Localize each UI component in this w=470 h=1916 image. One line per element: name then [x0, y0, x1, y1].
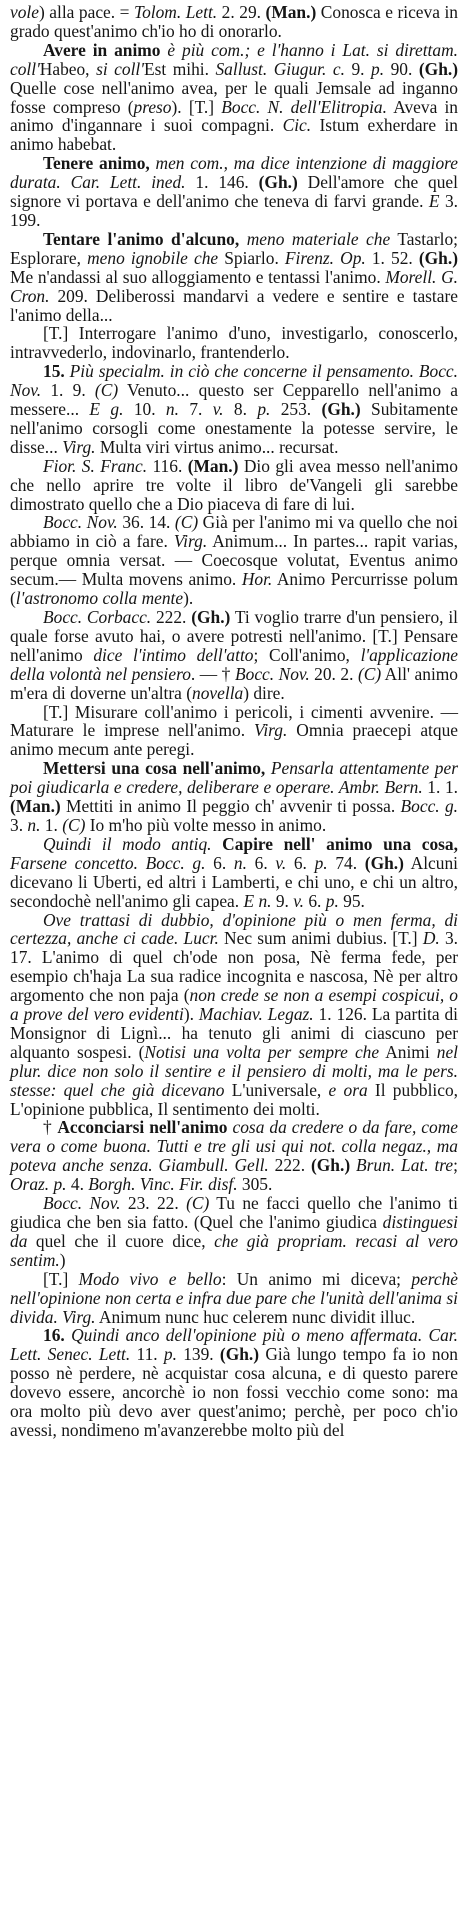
text-run: 20. 2. — [309, 663, 358, 684]
text-run: Tu ne facci quello che l'animo ti giudica che ben sia fatto. (Quel che l'animo giudica — [10, 1193, 458, 1232]
text-run: 10. — [123, 399, 166, 420]
italic-run: Fior. S. Franc. — [43, 455, 148, 476]
text-run: 3. 17. L'animo di quel ch'ode non posa, Nè ferma fede, per esempio ch'haja La sua radice incognita e nascosa, Nè per altro argomento che non paja ( — [10, 928, 459, 1006]
italic-run: n. — [165, 399, 179, 420]
italic-run: (C) — [357, 663, 382, 684]
text-run: Alcuni dicevano li Uberti, ed altri i Lamberti, e chi uno, e chi un altro, secondochè nell'animo gli capea. — [10, 852, 458, 911]
italic-run: n. — [27, 814, 41, 835]
text-run: quel che il cuore dice, — [27, 1230, 215, 1251]
bold-run: (Gh.) — [258, 172, 298, 193]
italic-run: E g. — [89, 399, 124, 420]
text-run: 74. — [327, 852, 365, 873]
italic-run: v. — [275, 852, 287, 873]
entry-paragraph-p06 — [10, 362, 458, 457]
bold-run: Tentare l'animo d'alcuno, — [43, 228, 240, 249]
text-run — [239, 229, 247, 249]
text-run: Animum... In partes... rapit varias, perque omnia versat. — Coecosque volutat, Eventus animo secum.— Multa movens animo. — [10, 531, 458, 590]
italic-run: Hor. — [241, 569, 273, 590]
bold-run: 16. — [43, 1325, 65, 1346]
italic-run: Quindi il modo antiq. — [43, 833, 212, 854]
text-run: [T.] Interrogare l'animo d'uno, investigarlo, conoscerlo, intravvederlo, indovinarlo, frantenderlo. — [10, 323, 458, 363]
bold-run: (Gh.) — [321, 399, 361, 420]
text-run: ; Coll'animo, — [253, 644, 361, 665]
italic-run: meno ignobile che — [87, 247, 219, 268]
text-run: ) dire. — [243, 682, 285, 703]
text-run: 11. — [130, 1344, 164, 1365]
bold-run: (Gh.) — [364, 852, 404, 873]
text-run: 209. Deliberossi mandarvi a vedere e sentire e tastare l'animo della... — [10, 285, 458, 325]
bold-run: (Gh.) — [191, 607, 231, 627]
text-run: 1. 146. — [185, 172, 259, 193]
bold-run: (Gh.) — [219, 1344, 260, 1365]
text-run: Istum exherdare in animo habebat. — [10, 115, 458, 155]
italic-run: Cic. — [282, 115, 312, 136]
italic-run: Machiav. Legaz. — [198, 1004, 314, 1025]
italic-run: è più com.; e l'hanno i Lat. si direttam. coll' — [10, 39, 458, 79]
italic-run: Oraz. p. — [10, 1174, 67, 1195]
italic-run: p. — [371, 58, 385, 79]
text-run: Quelle cose nell'animo avea, per le quali Jemsale ad inganno fosse compreso ( — [10, 77, 458, 117]
text-run: 1. 1. — [422, 777, 458, 798]
text-run: Mettiti in animo Il peggio ch' avvenir ti possa. — [60, 796, 401, 817]
text-run: Ti voglio trarre d'un pensiero, il quale forse avuto hai, o avere potresti nell'animo. [T.] Pensare nell'animo — [10, 607, 458, 665]
text-run: 90. — [384, 58, 419, 79]
text-run: 9. — [271, 890, 294, 911]
italic-run: (C) — [94, 380, 119, 401]
italic-run: p. — [314, 852, 328, 873]
text-run: Spiarlo. — [218, 247, 285, 268]
italic-run: cosa da credere o da fare, come vera o come buona. Tutti e tre gli usi qui not. colla negaz., ma poteva anche senza. Giambull. Gell. — [10, 1117, 459, 1176]
italic-run: nel plur. dice non solo il sentire e il pensiero di molti, ma le pers. stesse: quel che già dicevano — [10, 1041, 458, 1100]
italic-run: l'astronomo colla mente — [15, 588, 184, 609]
text-run: Nec sum animi dubius. [T.] — [218, 928, 423, 949]
italic-run: p. — [325, 890, 339, 911]
bold-run: (Man.) — [265, 2, 317, 22]
text-run: 6. — [205, 852, 234, 873]
entry-paragraph-p11 — [10, 759, 458, 835]
italic-run: vole — [10, 2, 39, 22]
italic-run: Bocc. Corbacc. — [43, 607, 152, 627]
bold-run: Avere in animo — [43, 39, 161, 60]
text-run: Me n'andassi al suo alloggiamento e tentassi l'animo. — [10, 266, 386, 287]
text-run: Multa viri virtus animo... recursat. — [95, 436, 339, 457]
italic-run: Bocc. g. — [400, 796, 458, 817]
italic-run: (C) — [62, 814, 86, 835]
text-run: Tastarlo; Esplorare, — [10, 228, 458, 268]
text-run: 1. 126. La partita di Monsignor di Lignì... ha tenuto gli animi di ciascuno per alquanto sospesi. ( — [10, 1004, 458, 1062]
text-run: 253. — [270, 399, 322, 420]
text-run — [212, 834, 223, 854]
text-run: 6. — [246, 852, 276, 873]
text-run: ) — [59, 1249, 66, 1270]
italic-run: dice l'intimo dell'atto — [93, 644, 254, 665]
italic-run: Bocc. Nov. — [235, 663, 310, 684]
text-run: ). — [183, 1004, 199, 1025]
italic-run: v. — [212, 399, 224, 420]
italic-run: Virg. — [254, 720, 288, 741]
bold-run: (Gh.) — [418, 247, 458, 268]
text-run: Venuto... questo ser Cepparello nell'animo a messere... — [10, 380, 458, 420]
entry-paragraph-p15 — [10, 1194, 458, 1270]
italic-run: Borgh. Vinc. Fir. disf. — [88, 1174, 238, 1195]
entry-paragraph-p03 — [10, 154, 458, 230]
italic-run: preso — [133, 96, 172, 117]
entry-paragraph-p08 — [10, 513, 458, 608]
text-run: 95. — [338, 890, 365, 911]
text-run: Già per l'animo mi va quello che noi abbiamo in ciò a fare. — [10, 512, 458, 552]
italic-run: meno materiale che — [246, 228, 391, 249]
italic-run: E n. — [243, 890, 272, 911]
text-run: Animi — [379, 1041, 437, 1062]
entry-paragraph-p17 — [10, 1326, 458, 1439]
text-run: Dio gli avea messo nell'animo che nello aprire tre volte il libro de'Vangeli gli sarebbe dimostrato quello che a Dio piaceva di fare di lui. — [10, 455, 458, 514]
italic-run: Pensarla attentamente per poi giudicarla e credere, deliberare e operare. Ambr. Bern. — [10, 758, 458, 798]
text-run: [T.] — [43, 1268, 79, 1289]
italic-run: Bocc. Nov. — [43, 512, 118, 533]
italic-run: Notisi una volta per sempre che — [144, 1041, 380, 1062]
italic-run: Quindi anco dell'opinione più o meno affermata. Car. Lett. Senec. Lett. — [10, 1325, 458, 1365]
text-run: 222. — [268, 1155, 311, 1176]
text-run: † — [43, 1117, 58, 1138]
entry-paragraph-p01 — [10, 3, 458, 41]
bold-run: (Gh.) — [310, 1155, 351, 1176]
italic-run: Morell. G. Cron. — [10, 266, 458, 306]
text-run: 305. — [237, 1174, 273, 1195]
italic-run: Bocc. N. dell'Elitropia. — [221, 96, 387, 117]
text-run: 116. — [147, 455, 188, 476]
italic-run: Ove trattasi di dubbio, d'opinione più o men ferma, di certezza, anche ci cade. Lucr. — [10, 909, 458, 949]
italic-run: D. — [422, 928, 440, 949]
italic-run: (C) — [174, 512, 199, 533]
text-run: 6. — [304, 890, 326, 911]
bold-run: (Man.) — [187, 455, 239, 476]
text-run: . — † — [190, 663, 235, 684]
text-run: 6. — [286, 852, 315, 873]
text-run: 222. — [151, 607, 192, 627]
text-run: L'universale, — [224, 1079, 329, 1100]
text-run: Animum nunc huc celerem nunc dividit illuc. — [95, 1306, 416, 1327]
italic-run: v. — [293, 890, 305, 911]
entry-paragraph-p02 — [10, 41, 458, 154]
text-run: 8. — [223, 399, 258, 420]
italic-run: Virg. — [173, 531, 208, 552]
italic-run: non crede se non a esempi cospicui, o a prove del vero evidenti — [10, 985, 459, 1025]
italic-run: Più specialm. in ciò che concerne il pensamento. Bocc. Nov. — [10, 361, 458, 401]
italic-run: novella — [192, 682, 244, 703]
bold-run: Tenere animo, — [43, 153, 150, 174]
text-run: : Un animo mi diceva; — [221, 1268, 412, 1289]
entry-paragraph-p12 — [10, 835, 458, 911]
italic-run: perchè nell'opinione non certa e infra due pare che l'unità dell'anima si divida. Virg. — [10, 1268, 458, 1327]
italic-run: p. — [257, 399, 271, 420]
bold-run: (Man.) — [10, 796, 61, 817]
italic-run: Sallust. Giugur. c. — [215, 58, 345, 79]
text-run: 23. 22. — [120, 1193, 187, 1214]
bold-run: Acconciarsi nell'animo — [57, 1117, 228, 1138]
text-run: Io m'ho più volte messo in animo. — [85, 814, 327, 835]
bold-run: Mettersi una cosa nell'animo, — [43, 758, 266, 779]
text-run: Subitamente nell'animo corsogli come onestamente la potesse servire, le disse... — [10, 399, 458, 457]
text-run: Habeo, — [39, 58, 97, 79]
italic-run: Modo vivo e bello — [78, 1268, 222, 1289]
text-run: ). — [183, 588, 194, 609]
italic-run: distinguesi da — [10, 1212, 458, 1251]
italic-run: Brun. Lat. tre — [356, 1155, 454, 1176]
text-run: [T.] Misurare coll'animo i pericoli, i cimenti avvenire. — Maturare le imprese nell'animo. — [10, 701, 458, 741]
text-run: All' animo m'era di doverne un'altra ( — [10, 663, 458, 703]
text-run: 1. — [40, 814, 63, 835]
italic-run: men com., ma dice intenzione di maggiore durata. Car. Lett. ined. — [10, 153, 459, 193]
entry-paragraph-p14 — [10, 1118, 458, 1194]
entry-paragraph-p10 — [10, 703, 458, 760]
text-run: 1. 52. — [365, 247, 419, 268]
entry-paragraph-p04 — [10, 230, 458, 325]
entry-paragraph-p16 — [10, 1270, 458, 1327]
bold-run: Capire nell' animo una cosa, — [222, 833, 458, 854]
text-run: 4. — [66, 1174, 89, 1195]
entry-paragraph-p07 — [10, 457, 458, 514]
text-run: Conosca e riceva in grado quest'animo ch'io ho di onorarlo. — [10, 2, 458, 41]
italic-run: l'applicazione della volontà nel pensiero — [10, 644, 458, 684]
text-run: 9. — [344, 58, 372, 79]
italic-run: si coll' — [96, 58, 144, 79]
dictionary-text-column — [10, 3, 458, 1440]
italic-run: Tolom. Lett. — [134, 2, 218, 22]
italic-run: n. — [233, 852, 247, 873]
text-run: Animo Percurrisse polum ( — [10, 569, 458, 609]
text-run: Dell'amore che quel signore vi portava e dell'animo che teneva di farvi grande. — [10, 172, 458, 212]
text-run: 3. — [10, 814, 28, 835]
text-run: 7. — [178, 399, 213, 420]
italic-run: e ora — [328, 1079, 368, 1100]
italic-run: Firenz. Op. — [284, 247, 366, 268]
entry-paragraph-p09 — [10, 608, 458, 703]
text-run: 1. 9. — [41, 380, 95, 401]
italic-run: E — [428, 191, 440, 212]
text-run: 36. 14. — [117, 512, 175, 533]
text-run: Già lungo tempo fa io non posso nè perdere, nè acquistar cosa alcuna, e di questo parere dovevo essere, ancorchè io non fossi vecchio come sono: ma ora molto più devo aver quest'animo; perchè, per poco ch'io avessi, nondimeno m'avanzerebbe molto più del — [10, 1344, 458, 1440]
text-run: Aveva in animo d'ingannare i suoi compagni. — [10, 96, 458, 136]
text-run: ; — [453, 1155, 458, 1176]
text-run: ) alla pace. = — [38, 2, 134, 22]
entry-paragraph-p05 — [10, 324, 458, 362]
italic-run: Bocc. Nov. — [43, 1193, 121, 1214]
text-run: Il pubblico, L'opinione pubblica, Il sentimento dei molti. — [10, 1079, 459, 1119]
italic-run: Farsene concetto. Bocc. g. — [10, 852, 206, 873]
text-run: 139. — [176, 1344, 220, 1365]
text-run: Est mihi. — [143, 58, 216, 79]
text-run: Omnia praecepi atque animo mecum ante peregi. — [10, 720, 458, 760]
bold-run: 15. — [43, 361, 65, 382]
bold-run: (Gh.) — [418, 58, 459, 79]
text-run: ). [T.] — [171, 96, 222, 117]
text-run: 3. 199. — [10, 191, 459, 230]
italic-run: p. — [163, 1344, 177, 1365]
text-run: 2. 29. — [217, 2, 266, 22]
italic-run: Virg. — [62, 436, 96, 457]
italic-run: che già propriam. recasi al vero sentim. — [10, 1230, 458, 1270]
entry-paragraph-p13 — [10, 911, 458, 1119]
italic-run: (C) — [186, 1193, 210, 1214]
